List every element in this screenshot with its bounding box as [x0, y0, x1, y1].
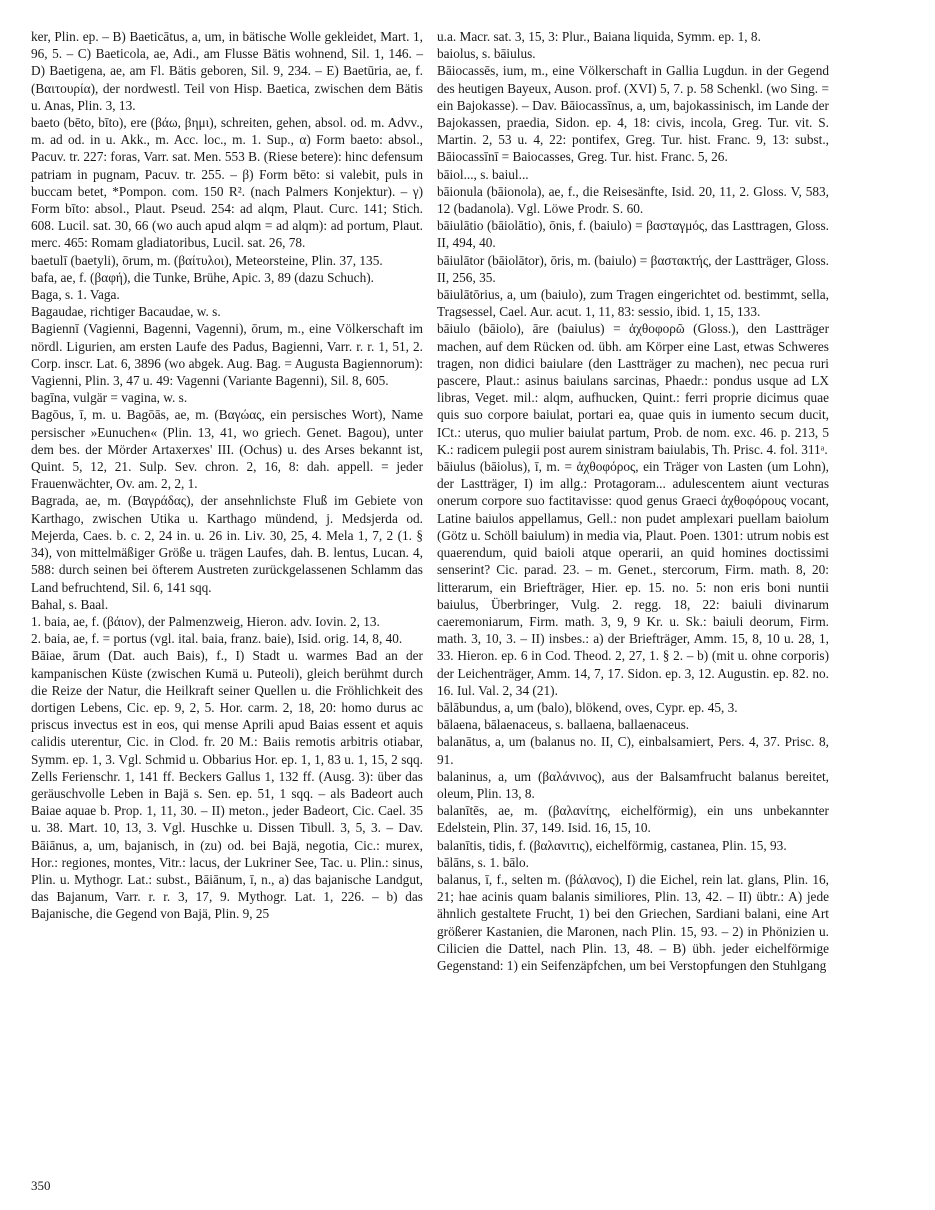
entry: bāionula (bāionola), ae, f., die Reisesänfte, Isid. 20, 11, 2. Gloss. V, 583, 12 (badanola). Vgl. Löwe Prodr. S. 60. — [437, 183, 829, 217]
entry: Bahal, s. Baal. — [31, 596, 109, 612]
entry: bāiulātio (bāiolātio), ōnis, f. (baiulo) = βασταγμός, das Lasttragen, Gloss. II, 494, 40. — [437, 218, 829, 251]
entry: bālaena, bālaenaceus, s. ballaena, ballaenaceus. — [437, 717, 690, 733]
entry: bagīna, vulgär = vagina, w. s. — [31, 390, 188, 406]
left-column — [31, 28, 423, 923]
entry: Bagaudae, richtiger Bacaudae, w. s. — [31, 304, 221, 320]
entry: bafa, ae, f. (βαφή), die Tunke, Brühe, Apic. 3, 89 (dazu Schuch). — [31, 269, 374, 285]
entry: bāiulo (bāiolo), āre (baiulus) = ἀχθοφορῶ (Gloss.), den Lastträger machen, auf dem Rücken od. übh. am Körper eine Last, etwas Schweres tragen, non didici baiulare (den Lastträger zu machen), nec pecua ruri pascere, Plaut.: asinus baiulans sarcinas, Phaedr.: pondus usque ad LX libras, Veget. mil.: alqm, aufhucken, Quint.: ferri proprie dicimus quae quis suo corpore baiulat, portari ea, quae quis in iumento secum ducit, ICt.: uterus, quo mulier baiulat partum, Prob. de nom. exc. 46. p. 213, 5 K.: radicem pulegii post aurem sinistram baiulabis, Th. Prisc. 4. fol. 311ᵃ. — [437, 321, 829, 457]
entry: balanītis, tidis, f. (βαλανιτις), eichelförmig, castanea, Plin. 15, 93. — [437, 837, 787, 853]
entry: balaninus, a, um (βαλάνινος), aus der Balsamfrucht balanus bereitet, oleum, Plin. 13, 8. — [437, 768, 829, 801]
entry: u.a. Macr. sat. 3, 15, 3: Plur., Baiana liquida, Symm. ep. 1, 8. — [437, 29, 761, 44]
entry: balanītēs, ae, m. (βαλανίτης, eichelförmig), ein uns unbekannter Edelstein, Plin. 37, 149. Isid. 16, 15, 10. — [437, 803, 829, 836]
entry: bālābundus, a, um (balo), blökend, oves, Cypr. ep. 45, 3. — [437, 699, 738, 715]
entry: 2. baia, ae, f. = portus (vgl. ital. baia, franz. baie), Isid. orig. 14, 8, 40. — [31, 631, 403, 647]
entry: balanus, ī, f., selten m. (βάλανος), I) die Eichel, rein lat. glans, Plin. 16, 21; hae acinis quam balanis similiores, Plin. 13, 42. – II) übtr.: A) jede ähnlich gestaltete Frucht, 1) bei den Griechen, Sardiani balani, eine Art größerer Kastanien, die Maronen, nach Plin. 15, 93. – 2) in Phönizien u. Cilicien die Dattel, nach Plin. 13, 48. – B) übh. jeder eichelförmige Gegenstand: 1) ein Seifenzäpfchen, um bei Verstopfungen den Stuhlgang — [437, 871, 829, 973]
entry: baeto (bēto, bīto), ere (βάω, βημι), schreiten, gehen, absol. od. m. Advv., m. ad od. in u. Akk., m. Acc. loc., m. 1. Sup., α) Form baeto: absol., Pacuv. tr. 227: foras, Varr. sat. Men. 553 B. (Riese betere): hinc defensum patriam in pugnam, Pacuv. tr. 255. – β) Form bēto: si valebit, puls in buccam betet, *Pompon. com. 150 R². (nach Palmers Konjektur). – γ) Form bīto: absol., Plaut. Pseud. 254: ad alqm, Plaut. Curc. 141; Stich. 608. Lucil. sat. 30, 66 (wo auch apud alqm = ad alqm): ad portum, Plaut. merc. 465: Romam gladiatoribus, Lucil. sat. 26, 78. — [31, 115, 423, 251]
entry: Bāiocassēs, ium, m., eine Völkerschaft in Gallia Lugdun. in der Gegend des heutigen Bayeux, Auson. prof. (XVI) 5, 7. p. 58 Schenkl. (wo Sing. = ein Bajokasse). – Dav. Bāiocassīnus, a, um, bajokassinisch, im Lande der Bajokassen, praedia, Sidon. ep. 4, 18: civis, incola, Greg. Tur. vit. S. Martin. 2, 53 u. 4, 22: pontifex, Greg. Tur. hist. Franc. 9, 13: subst., Bāiocassīnī = Baiocasses, Greg. Tur. hist. Franc. 5, 26. — [437, 63, 829, 165]
page-number: 350 — [31, 1178, 51, 1193]
entry: balanātus, a, um (balanus no. II, C), einbalsamiert, Pers. 4, 37. Prisc. 8, 91. — [437, 734, 829, 767]
entry: Baga, s. 1. Vaga. — [31, 287, 120, 303]
entry: bāiulātor (bāiolātor), ōris, m. (baiulo) = βαστακτής, der Lastträger, Gloss. II, 256, 35. — [437, 252, 829, 285]
entry: Bagrada, ae, m. (Βαγράδας), der ansehnlichste Fluß im Gebiete von Karthago, zwischen Utika u. Karthago mündend, j. Medsjerda od. Mejerda, Caes. b. c. 2, 24 in. u. 26 in. Liv. 30, 25, 4. Mela 1, 7, 2 (1. § 34), von mittelmäßiger Größe u. trägen Laufes, dah. B. lentus, Lucan. 4, 588: durch seinen bei öfterem Austreten zurückgelassenen Schlamm das Land befruchtend, Sil. 6, 141 sqq. — [31, 493, 423, 595]
entry: Bagiennī (Vagienni, Bagenni, Vagenni), ōrum, m., eine Völkerschaft im nördl. Ligurien, am ersten Laufe des Padus, Bagienni, Varr. r. r. 1, 51, 2. Corp. inscr. Lat. 6, 3896 (wo abgek. Aug. Bag. = Augusta Bagiennorum): Vagienni, Plin. 3, 47 u. 49: Vagenni (Variante Bagenni), Sil. 8, 605. — [31, 321, 423, 389]
entry: Bāiae, ārum (Dat. auch Bais), f., I) Stadt u. warmes Bad an der kampanischen Küste (zwischen Kumä u. Puteoli), gleich berühmt durch die Reize der Natur, die Heilkraft seiner Quellen u. die Fröhlichkeit des dortigen Lebens, Cic. ep. 9, 2, 5. Hor. carm. 2, 18, 20: homo durus ac priscus invectus est in eos, qui mense Aprili apud Baias essent et aquis calidis uterentur, Cic. in Clod. fr. 20 M.: Baiis remotis arbitris otiabar, Symm. ep. 1, 3. Vgl. Schmid u. Obbarius Hor. ep. 1, 1, 83 u. 1, 15, 2 sqq. Zells Ferienschr. 1, 141 ff. Beckers Gallus 1, 132 ff. (Ausg. 3): über das geräuschvolle Leben in Bajä s. Sen. ep. 51, 1 sqq. – als Badeort auch Baiae aquae b. Prop. 1, 11, 30. – II) meton., jeder Badeort, Cic. Cael. 35 u. 38. Mart. 10, 13, 3. Vgl. Huschke u. Dissen Tibull. 3, 5, 3. – Dav. Bāiānus, a, um, bajanisch, in (zu) od. bei Bajä, negotia, Cic.: murex, Hor.: regiones, montes, Vitr.: lacus, der Lukriner See, Tac. u. Plin.: sinus, Plin. u. Mythogr. Lat.: subst., Bāiānum, ī, n., a) das bajanische Landgut, das Bajanum, Varr. r. r. 3, 17, 9. Mythogr. Lat. 1, 226. – b) das Bajanische, die Gegend von Bajä, Plin. 9, 25 — [31, 648, 423, 922]
entry: baiolus, s. bāiulus. — [437, 46, 536, 62]
entry: 1. baia, ae, f. (βάιον), der Palmenzweig, Hieron. adv. Iovin. 2, 13. — [31, 613, 380, 629]
entry: Bagōus, ī, m. u. Bagōās, ae, m. (Βαγώας, ein persisches Wort), Name persischer »Eunuchen« (Plin. 13, 41, wo griech. Genet. Bagou), unter dem bes. der Mörder Artaxerxes' III. (Ochus) u. des Arses bekannt ist, Quint. 5, 12, 21. Sulp. Sev. chron. 2, 16, 8: dah. appell. = jeder Frauenwächter, Ov. am. 2, 2, 1. — [31, 407, 423, 492]
entry: ker, Plin. ep. – B) Baeticātus, a, um, in bätische Wolle gekleidet, Mart. 1, 96, 5. – C) Baeticola, ae, Adi., am Flusse Bätis wohnend, Sil. 1, 146. – D) Baetigena, ae, am Fl. Bätis geboren, Sil. 9, 234. – E) Baetūria, ae, f. (Βαιτουρία), der nordwestl. Teil von Hisp. Baetica, zwischen dem Bätis u. Anas, Plin. 3, 13. — [31, 29, 423, 113]
entry: bālāns, s. 1. bālo. — [437, 854, 529, 870]
entry: bāiulātōrius, a, um (baiulo), zum Tragen eingerichtet od. bestimmt, sella, Tragsessel, Cael. Aur. acut. 1, 11, 83: sessio, ibid. 1, 15, 133. — [437, 287, 829, 320]
entry: bāiulus (bāiolus), ī, m. = ἀχθοφόρος, ein Träger von Lasten (um Lohn), der Lastträger, I) im allg.: Protagoram... adulescentem aiunt vecturas onerum corpore suo factitavisse: quod genus Graeci ἀχθοφόρους vocant, Latine baiulos appellamus, Gell.: non pudet amplexari puellam baiolum (Götz u. Schöll baiulum) in media via, Plaut. Poen. 1301: utrum nobis est quaerendum, quid baioli atque operarii, an quid homines doctissimi senserint? Cic. parad. 23. – m. Genet., stercorum, Firm. math. 8, 20: litterarum, ein Briefträger, Hier. ep. 15. no. 5: non eris boni nuntii baiulus, Überbringer, Vulg. 2. regg. 18, 22: baiuli divinarum caeremoniarum, Firm. math. 3, 9, 9 Kr. u. Sk.: baiuli deorum, Firm. math. 3, 10, 3. – II) insbes.: a) der Briefträger, Amm. 15, 8, 10 u. 28, 1, 33. Hieron. ep. 6 in Cod. Theod. 2, 27, 1. § 2. – b) (mit u. ohne corporis) der Leichenträger, Amm. 14, 7, 17. Sidon. ep. 3, 12. Augustin. ep. 82. no. 16. Iul. Val. 2, 34 (21). — [437, 459, 829, 698]
right-column — [437, 28, 829, 974]
entry: bāiol..., s. baiul... — [437, 166, 529, 182]
entry: baetulī (baetyli), ōrum, m. (βαίτυλοι), Meteorsteine, Plin. 37, 135. — [31, 252, 383, 268]
